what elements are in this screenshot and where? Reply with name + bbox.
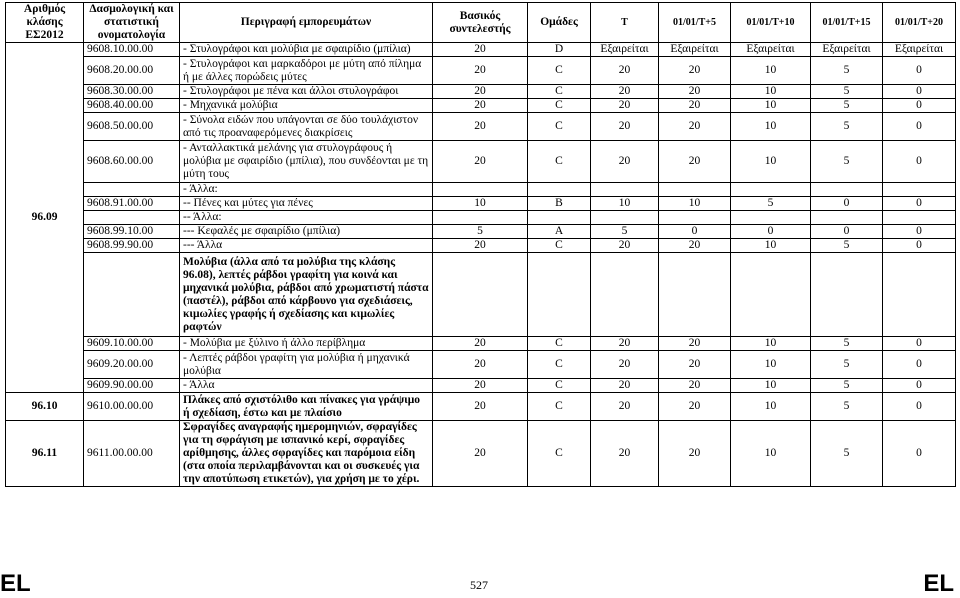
- base-rate-cell: 20: [433, 99, 528, 113]
- goods-description: --- Κεφαλές με σφαιρίδιο (μπίλια): [180, 225, 433, 239]
- rate-t20-cell: 0: [883, 197, 956, 211]
- rate-t15-cell: 5: [811, 351, 883, 379]
- rate-t15-cell: 0: [811, 225, 883, 239]
- rate-t5-cell: 20: [659, 85, 731, 99]
- goods-description: - Άλλα:: [180, 183, 433, 197]
- group-cell: C: [528, 393, 591, 421]
- nomenclature-code: [84, 253, 180, 337]
- rate-t20-cell: 0: [883, 393, 956, 421]
- tariff-row: [6, 225, 956, 239]
- header-t5: 01/01/T+5: [659, 3, 731, 43]
- rate-t-cell: 10: [591, 197, 659, 211]
- tariff-row: [6, 421, 956, 487]
- class-number-cell: 96.11: [6, 421, 84, 487]
- rate-t20-cell: [883, 211, 956, 225]
- header-base-rate: Βασικός συντελεστής: [433, 3, 528, 43]
- nomenclature-code: 9608.91.00.00: [84, 197, 180, 211]
- nomenclature-code: [84, 183, 180, 197]
- rate-t20-cell: 0: [883, 239, 956, 253]
- group-cell: D: [528, 43, 591, 57]
- goods-description: - Ανταλλακτικά μελάνης για στυλογράφους ή μολύβια με σφαιρίδιο (μπίλια), που συνδέονται με τη μύτη τους: [180, 141, 433, 183]
- nomenclature-code: 9608.10.00.00: [84, 43, 180, 57]
- goods-description: Μολύβια (άλλα από τα μολύβια της κλάσης 96.08), λεπτές ράβδοι γραφίτη για κοινά και μηχανικά μολύβια, ράβδοι από χρωματιστή πάστα (παστέλ), ράβδοι από κάρβουνο για σχεδιάσεις, κιμωλίες γραφής ή σχεδίασης και κιμωλίες ραφτών: [180, 253, 433, 337]
- rate-t5-cell: 0: [659, 225, 731, 239]
- tariff-row: [6, 99, 956, 113]
- rate-t15-cell: 5: [811, 393, 883, 421]
- header-t20: 01/01/T+20: [883, 3, 956, 43]
- tariff-row: [6, 379, 956, 393]
- nomenclature-code: 9611.00.00.00: [84, 421, 180, 487]
- rate-t20-cell: [883, 183, 956, 197]
- rate-t10-cell: 5: [731, 197, 811, 211]
- rate-t15-cell: 5: [811, 239, 883, 253]
- nomenclature-code: 9608.50.00.00: [84, 113, 180, 141]
- rate-t15-cell: 5: [811, 57, 883, 85]
- rate-t10-cell: 10: [731, 337, 811, 351]
- group-cell: C: [528, 421, 591, 487]
- rate-t5-cell: 10: [659, 197, 731, 211]
- rate-t5-cell: Εξαιρείται: [659, 43, 731, 57]
- rate-t20-cell: [883, 253, 956, 337]
- rate-t10-cell: 10: [731, 57, 811, 85]
- rate-t10-cell: 10: [731, 379, 811, 393]
- rate-t5-cell: [659, 253, 731, 337]
- header-row: [6, 3, 956, 43]
- goods-description: - Μολύβια με ξύλινο ή άλλο περίβλημα: [180, 337, 433, 351]
- rate-t10-cell: [731, 211, 811, 225]
- group-cell: C: [528, 99, 591, 113]
- group-cell: A: [528, 225, 591, 239]
- rate-t-cell: [591, 211, 659, 225]
- rate-t15-cell: 5: [811, 85, 883, 99]
- tariff-row: [6, 141, 956, 183]
- header-t15: 01/01/T+15: [811, 3, 883, 43]
- rate-t-cell: [591, 183, 659, 197]
- rate-t15-cell: 5: [811, 141, 883, 183]
- goods-description: - Στυλογράφοι και μολύβια με σφαιρίδιο (μπίλια): [180, 43, 433, 57]
- base-rate-cell: [433, 211, 528, 225]
- header-t: T: [591, 3, 659, 43]
- rate-t10-cell: 10: [731, 351, 811, 379]
- goods-description: - Λεπτές ράβδοι γραφίτη για μολύβια ή μηχανικά μολύβια: [180, 351, 433, 379]
- group-cell: C: [528, 239, 591, 253]
- group-cell: [528, 183, 591, 197]
- goods-description: - Σύνολα ειδών που υπάγονται σε δύο τουλάχιστον από τις προαναφερόμενες διακρίσεις: [180, 113, 433, 141]
- tariff-row: [6, 197, 956, 211]
- rate-t15-cell: 5: [811, 337, 883, 351]
- rate-t5-cell: 20: [659, 141, 731, 183]
- group-cell: C: [528, 85, 591, 99]
- header-description: Περιγραφή εμπορευμάτων: [180, 3, 433, 43]
- nomenclature-code: 9608.40.00.00: [84, 99, 180, 113]
- rate-t-cell: Εξαιρείται: [591, 43, 659, 57]
- footer-language-left: EL: [0, 570, 31, 597]
- rate-t5-cell: 20: [659, 393, 731, 421]
- rate-t-cell: 20: [591, 379, 659, 393]
- rate-t15-cell: 5: [811, 379, 883, 393]
- goods-description: - Μηχανικά μολύβια: [180, 99, 433, 113]
- rate-t20-cell: 0: [883, 99, 956, 113]
- rate-t10-cell: 10: [731, 99, 811, 113]
- goods-description: --- Άλλα: [180, 239, 433, 253]
- rate-t20-cell: 0: [883, 337, 956, 351]
- rate-t20-cell: 0: [883, 351, 956, 379]
- rate-t-cell: 20: [591, 113, 659, 141]
- nomenclature-code: 9610.00.00.00: [84, 393, 180, 421]
- group-cell: [528, 253, 591, 337]
- group-cell: C: [528, 141, 591, 183]
- goods-description: - Στυλογράφοι με πένα και άλλοι στυλογράφοι: [180, 85, 433, 99]
- group-cell: C: [528, 337, 591, 351]
- rate-t5-cell: [659, 183, 731, 197]
- rate-t-cell: 20: [591, 239, 659, 253]
- rate-t20-cell: 0: [883, 141, 956, 183]
- rate-t-cell: 20: [591, 393, 659, 421]
- rate-t15-cell: 5: [811, 99, 883, 113]
- nomenclature-code: 9609.20.00.00: [84, 351, 180, 379]
- rate-t20-cell: 0: [883, 113, 956, 141]
- rate-t10-cell: [731, 253, 811, 337]
- nomenclature-code: 9608.20.00.00: [84, 57, 180, 85]
- rate-t15-cell: [811, 211, 883, 225]
- nomenclature-code: 9608.99.10.00: [84, 225, 180, 239]
- rate-t10-cell: 10: [731, 421, 811, 487]
- tariff-row: [6, 351, 956, 379]
- rate-t15-cell: 5: [811, 113, 883, 141]
- base-rate-cell: 20: [433, 393, 528, 421]
- base-rate-cell: 20: [433, 85, 528, 99]
- nomenclature-code: 9609.10.00.00: [84, 337, 180, 351]
- rate-t20-cell: 0: [883, 225, 956, 239]
- rate-t20-cell: 0: [883, 421, 956, 487]
- base-rate-cell: 20: [433, 379, 528, 393]
- group-cell: C: [528, 379, 591, 393]
- base-rate-cell: 20: [433, 113, 528, 141]
- rate-t-cell: 20: [591, 141, 659, 183]
- rate-t10-cell: 0: [731, 225, 811, 239]
- rate-t5-cell: 20: [659, 379, 731, 393]
- rate-t5-cell: 20: [659, 57, 731, 85]
- rate-t5-cell: 20: [659, 351, 731, 379]
- tariff-row: [6, 239, 956, 253]
- group-cell: C: [528, 57, 591, 85]
- nomenclature-code: [84, 211, 180, 225]
- header-t10: 01/01/T+10: [731, 3, 811, 43]
- tariff-row: [6, 337, 956, 351]
- rate-t5-cell: [659, 211, 731, 225]
- base-rate-cell: 20: [433, 239, 528, 253]
- rate-t10-cell: 10: [731, 239, 811, 253]
- rate-t15-cell: Εξαιρείται: [811, 43, 883, 57]
- rate-t10-cell: 10: [731, 141, 811, 183]
- base-rate-cell: 20: [433, 421, 528, 487]
- tariff-row: [6, 57, 956, 85]
- tariff-row: [6, 85, 956, 99]
- base-rate-cell: 5: [433, 225, 528, 239]
- nomenclature-code: 9608.99.90.00: [84, 239, 180, 253]
- tariff-row: [6, 211, 956, 225]
- rate-t10-cell: Εξαιρείται: [731, 43, 811, 57]
- rate-t5-cell: 20: [659, 113, 731, 141]
- group-cell: C: [528, 351, 591, 379]
- rate-t10-cell: 10: [731, 85, 811, 99]
- rate-t-cell: 20: [591, 421, 659, 487]
- tariff-row: [6, 393, 956, 421]
- rate-t-cell: [591, 253, 659, 337]
- goods-description: Σφραγίδες αναγραφής ημερομηνιών, σφραγίδες για τη σφράγιση με ισπανικό κερί, σφραγίδες αρίθμησης, άλλες σφραγίδες και παρόμοια είδη (στα οποία περιλαμβάνονται και οι συσκευές για την αποτύπωση ετικετών), για χρήση με το χέρι.: [180, 421, 433, 487]
- class-number-cell: 96.10: [6, 393, 84, 421]
- base-rate-cell: 20: [433, 43, 528, 57]
- tariff-row: [6, 183, 956, 197]
- rate-t20-cell: 0: [883, 85, 956, 99]
- rate-t20-cell: 0: [883, 57, 956, 85]
- group-cell: C: [528, 113, 591, 141]
- tariff-row: [6, 253, 956, 337]
- nomenclature-code: 9609.90.00.00: [84, 379, 180, 393]
- tariff-row: [6, 43, 956, 57]
- rate-t15-cell: 5: [811, 421, 883, 487]
- rate-t-cell: 20: [591, 351, 659, 379]
- base-rate-cell: 20: [433, 141, 528, 183]
- rate-t10-cell: [731, 183, 811, 197]
- tariff-row: [6, 113, 956, 141]
- rate-t-cell: 20: [591, 57, 659, 85]
- class-number-cell: 96.09: [6, 43, 84, 393]
- goods-description: -- Άλλα:: [180, 211, 433, 225]
- page-number: 527: [470, 578, 488, 592]
- nomenclature-code: 9608.60.00.00: [84, 141, 180, 183]
- footer-language-right: EL: [923, 570, 954, 597]
- base-rate-cell: 20: [433, 351, 528, 379]
- rate-t-cell: 20: [591, 99, 659, 113]
- rate-t5-cell: 20: [659, 239, 731, 253]
- rate-t10-cell: 10: [731, 393, 811, 421]
- base-rate-cell: [433, 183, 528, 197]
- rate-t15-cell: 0: [811, 197, 883, 211]
- goods-description: - Στυλογράφοι και μαρκαδόροι με μύτη από πίλημα ή με άλλες πορώδεις μύτες: [180, 57, 433, 85]
- base-rate-cell: 20: [433, 57, 528, 85]
- rate-t-cell: 20: [591, 85, 659, 99]
- rate-t5-cell: 20: [659, 421, 731, 487]
- tariff-schedule-table: [5, 2, 956, 487]
- rate-t-cell: 20: [591, 337, 659, 351]
- goods-description: - Άλλα: [180, 379, 433, 393]
- nomenclature-code: 9608.30.00.00: [84, 85, 180, 99]
- header-groups: Ομάδες: [528, 3, 591, 43]
- tariff-body: [6, 43, 956, 487]
- page-footer: [0, 570, 960, 597]
- rate-t-cell: 5: [591, 225, 659, 239]
- rate-t15-cell: [811, 253, 883, 337]
- rate-t5-cell: 20: [659, 99, 731, 113]
- group-cell: [528, 211, 591, 225]
- goods-description: Πλάκες από σχιστόλιθο και πίνακες για γράψιμο ή σχεδίαση, έστω και με πλαίσιο: [180, 393, 433, 421]
- goods-description: -- Πένες και μύτες για πένες: [180, 197, 433, 211]
- rate-t20-cell: Εξαιρείται: [883, 43, 956, 57]
- base-rate-cell: [433, 253, 528, 337]
- rate-t5-cell: 20: [659, 337, 731, 351]
- header-class-number: Αριθμός κλάσης ΕΣ2012: [6, 3, 84, 43]
- rate-t10-cell: 10: [731, 113, 811, 141]
- header-nomenclature: Δασμολογική και στατιστική ονοματολογία: [84, 3, 180, 43]
- rate-t15-cell: [811, 183, 883, 197]
- base-rate-cell: 20: [433, 337, 528, 351]
- rate-t20-cell: 0: [883, 379, 956, 393]
- group-cell: B: [528, 197, 591, 211]
- base-rate-cell: 10: [433, 197, 528, 211]
